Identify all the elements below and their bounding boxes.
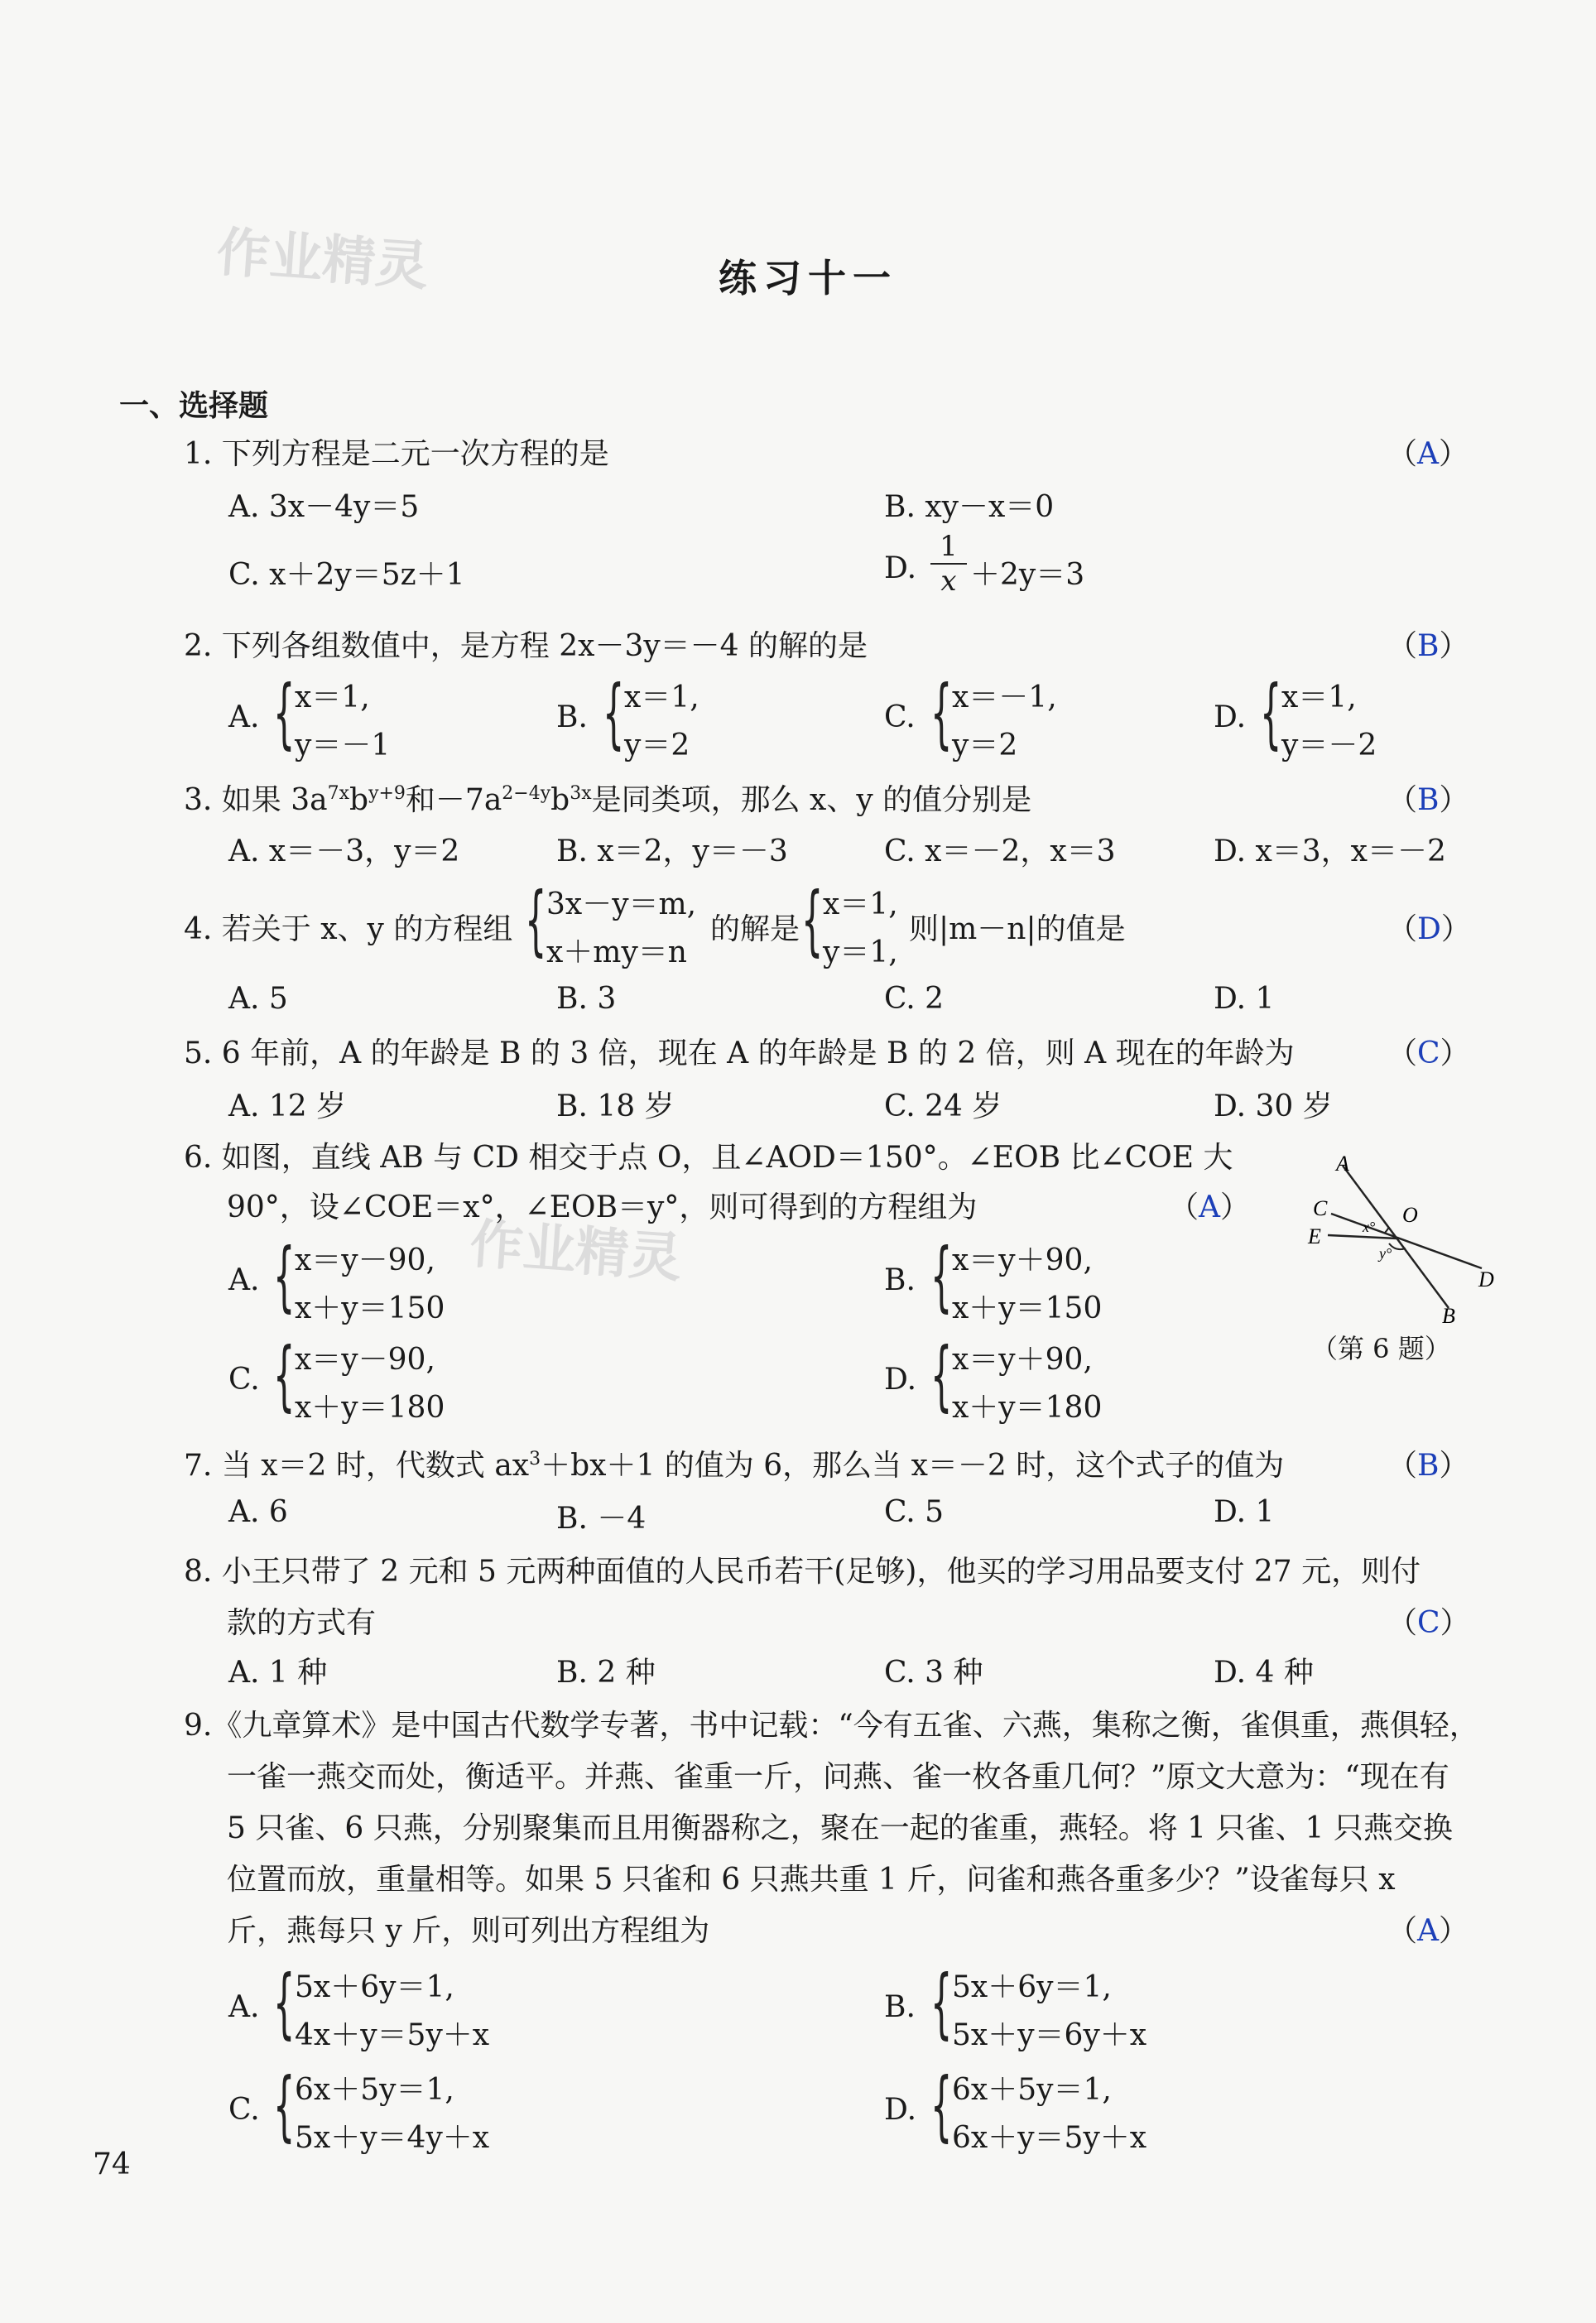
option-1a: A. 3x－4y＝5	[228, 490, 420, 524]
watermark: 作业精灵	[214, 222, 430, 298]
question-3-stem: 3. 如果 $3a^{7x}b^{y+9}$和$-7a^{2-4y}b^{3x}$是同类项，那么 x、y 的值分别是	[184, 783, 1032, 817]
option-1c: C. x＋2y＝5z＋1	[228, 558, 465, 592]
answer-paren-4: （D）	[1387, 912, 1471, 946]
question-4-stem-mid: 的解是	[710, 912, 800, 946]
angle-figure	[1291, 1151, 1498, 1325]
label-y: y°	[1379, 1245, 1392, 1262]
option-5a: A. 12 岁	[228, 1089, 347, 1123]
question-6-stem-line2: 90°，设∠COE＝x°，∠EOB＝y°，则可得到的方程组为	[227, 1190, 978, 1224]
question-8-stem-line1: 8. 小王只带了 2 元和 5 元两种面值的人民币若干(足够)，他买的学习用品要支付 27 元，则付	[184, 1555, 1421, 1589]
question-7-stem: 7. 当 x＝2 时，代数式 $ax^3+bx+1$ 的值为 6，那么当 x＝－2 时，这个式子的值为	[184, 1449, 1285, 1483]
question-4-stem-start: 4. 若关于 x、y 的方程组	[184, 912, 513, 946]
question-1-stem: 1. 下列方程是二元一次方程的是	[184, 437, 609, 471]
page-title: 练习十一	[719, 256, 897, 301]
option-9c-label: C.	[228, 2093, 260, 2127]
answer-2: B	[1417, 629, 1440, 663]
option-5d: D. 30 岁	[1214, 1089, 1333, 1123]
question-2-stem: 2. 下列各组数值中，是方程 2x－3y＝－4 的解的是	[184, 629, 868, 663]
option-2a-label: A.	[228, 700, 260, 734]
option-6d-label: D.	[884, 1363, 917, 1397]
question-9-line5: 斤，燕每只 y 斤，则可列出方程组为	[227, 1914, 710, 1948]
answer-paren-6: （A）	[1169, 1190, 1251, 1224]
option-3a: A. x＝－3，y＝2	[228, 834, 460, 868]
question-9-line4: 位置而放，重量相等。如果 5 只雀和 6 只燕共重 1 斤，问雀和燕各重多少？”设雀每只 x	[227, 1863, 1396, 1897]
option-1d-label: D.	[884, 551, 917, 585]
answer-8: C	[1417, 1606, 1440, 1640]
question-9-line3: 5 只雀、6 只燕，分别聚集而且用衡器称之，聚在一起的雀重，燕轻。将 1 只雀、1 只燕交换	[227, 1811, 1453, 1845]
option-9d-label: D.	[884, 2093, 917, 2127]
question-9-line1: 9.《九章算术》是中国古代数学专著，书中记载：“今有五雀、六燕，集称之衡，雀俱重，燕俱轻，	[184, 1709, 1479, 1743]
option-2b-label: B.	[556, 700, 588, 734]
label-O: O	[1402, 1203, 1418, 1227]
label-B: B	[1442, 1304, 1455, 1325]
question-6-stem-line1: 6. 如图，直线 AB 与 CD 相交于点 O，且∠AOD＝150°。∠EOB 比∠COE 大	[184, 1141, 1233, 1175]
answer-paren-7: （B）	[1387, 1449, 1469, 1483]
option-9a-label: A.	[228, 1990, 260, 2024]
option-8a: A. 1 种	[228, 1656, 328, 1690]
answer-6: A	[1199, 1190, 1221, 1224]
option-5c: C. 24 岁	[884, 1089, 1002, 1123]
section-heading: 一、选择题	[119, 389, 269, 423]
answer-5: C	[1417, 1036, 1440, 1070]
answer-9: A	[1417, 1914, 1440, 1948]
option-7d: D. 1	[1214, 1495, 1275, 1529]
answer-1: A	[1417, 437, 1440, 471]
option-4b: B. 3	[556, 982, 617, 1016]
answer-3: B	[1417, 783, 1440, 817]
label-D: D	[1478, 1267, 1494, 1291]
option-7b: B. －4	[556, 1502, 647, 1536]
option-6a-label: A.	[228, 1263, 260, 1297]
option-6b-label: B.	[884, 1263, 916, 1297]
option-9b-label: B.	[884, 1990, 916, 2024]
question-9-line2: 一雀一燕交而处，衡适平。并燕、雀重一斤，问燕、雀一枚各重几何？”原文大意为：“现在有	[227, 1760, 1449, 1794]
question-4-stem-end: 则|m－n|的值是	[909, 912, 1126, 946]
option-4a: A. 5	[228, 982, 288, 1016]
option-1d-rest: ＋2y＝3	[970, 558, 1085, 592]
option-3d: D. x＝3，x＝－2	[1214, 834, 1446, 868]
answer-paren-5: （C）	[1387, 1036, 1470, 1070]
answer-paren-9: （A）	[1387, 1914, 1469, 1948]
option-3b: B. x＝2，y＝－3	[556, 834, 788, 868]
option-7c: C. 5	[884, 1495, 945, 1529]
page-number: 74	[93, 2147, 131, 2181]
question-5-stem: 5. 6 年前，A 的年龄是 B 的 3 倍，现在 A 的年龄是 B 的 2 倍，则 A 现在的年龄为	[184, 1036, 1295, 1070]
label-E: E	[1308, 1224, 1321, 1248]
label-A: A	[1336, 1152, 1349, 1176]
figure-caption: （第 6 题）	[1311, 1333, 1451, 1364]
option-8d: D. 4 种	[1214, 1656, 1314, 1690]
option-2d-label: D.	[1214, 700, 1247, 734]
ray-OE	[1328, 1235, 1397, 1238]
option-2c-label: C.	[884, 700, 916, 734]
option-1d-fraction: $\frac{1}{x}$	[930, 530, 967, 598]
option-8c: C. 3 种	[884, 1656, 983, 1690]
question-8-stem-line2: 款的方式有	[227, 1606, 377, 1640]
angle-arc-x	[1384, 1227, 1389, 1234]
answer-7: B	[1417, 1449, 1440, 1483]
answer-paren-2: （B）	[1387, 629, 1469, 663]
answer-paren-8: （C）	[1387, 1606, 1470, 1640]
option-3c: C. x＝－2，x＝3	[884, 834, 1116, 868]
option-8b: B. 2 种	[556, 1656, 656, 1690]
label-x: x°	[1363, 1219, 1376, 1235]
option-4d: D. 1	[1214, 982, 1275, 1016]
answer-paren-1: （A）	[1387, 437, 1469, 471]
option-5b: B. 18 岁	[556, 1089, 675, 1123]
option-1b: B. xy－x＝0	[884, 490, 1055, 524]
option-6c-label: C.	[228, 1363, 260, 1397]
answer-paren-3: （B）	[1387, 783, 1469, 817]
watermark: 作业精灵	[468, 1214, 684, 1290]
answer-4: D	[1417, 912, 1441, 946]
option-4c: C. 2	[884, 982, 945, 1016]
label-C: C	[1313, 1196, 1328, 1220]
option-7a: A. 6	[228, 1495, 288, 1529]
